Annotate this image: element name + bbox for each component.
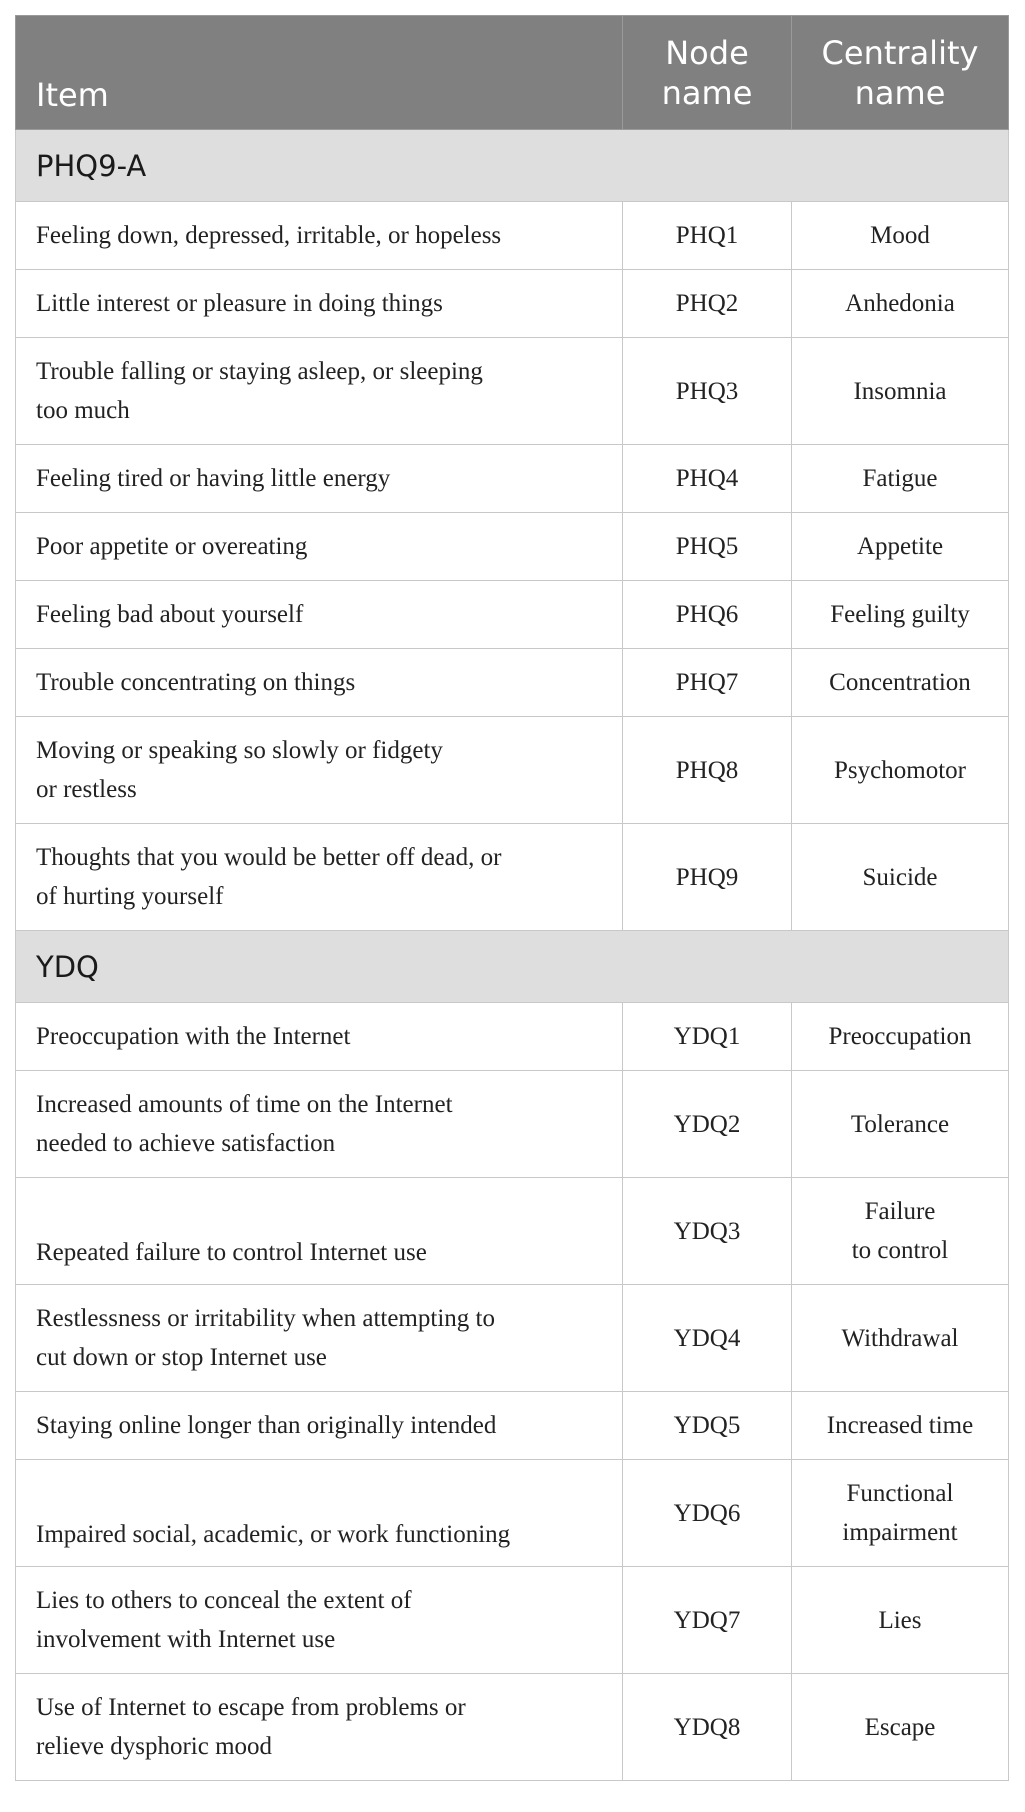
node-cell	[623, 1003, 792, 1071]
centrality-name: Feeling guilty	[830, 601, 970, 628]
item-text: of hurting yourself	[36, 883, 224, 910]
header-item-label: Item	[36, 76, 109, 114]
centrality-name: Escape	[864, 1713, 936, 1741]
item-text: Increased amounts of time on the Internet	[36, 1091, 453, 1118]
node-cell	[623, 270, 792, 338]
node-name: PHQ4	[675, 465, 739, 492]
table-row	[16, 1460, 1009, 1567]
item-text: Trouble concentrating on things	[36, 669, 356, 696]
item-text: cut down or stop Internet use	[36, 1344, 327, 1371]
header-centrality-name	[792, 16, 1009, 130]
node-cell	[623, 824, 792, 931]
table-header-row	[16, 16, 1009, 130]
item-cell	[16, 1567, 623, 1674]
node-name: PHQ8	[675, 756, 739, 784]
centrality-name: Fatigue	[862, 465, 938, 492]
centrality-name: Mood	[870, 222, 930, 249]
symptom-node-table	[15, 15, 1009, 1781]
centrality-cell	[792, 202, 1009, 270]
item-text: Feeling tired or having little energy	[36, 465, 391, 492]
table-row	[16, 824, 1009, 931]
item-text: Impaired social, academic, or work functioning	[36, 1521, 511, 1548]
node-cell	[623, 445, 792, 513]
node-name: YDQ4	[673, 1324, 741, 1352]
node-cell	[623, 1071, 792, 1178]
header-node-line: Node	[665, 33, 749, 72]
table-body	[16, 130, 1009, 1781]
section-title-cell	[16, 130, 1009, 202]
centrality-name: impairment	[842, 1519, 958, 1546]
table-row	[16, 202, 1009, 270]
item-text: Poor appetite or overeating	[36, 533, 308, 560]
node-name: PHQ7	[675, 669, 739, 696]
node-cell	[623, 1567, 792, 1674]
centrality-cell	[792, 1285, 1009, 1392]
item-cell	[16, 513, 623, 581]
centrality-cell	[792, 338, 1009, 445]
node-name: PHQ3	[675, 377, 739, 405]
table-row	[16, 717, 1009, 824]
centrality-cell	[792, 1071, 1009, 1178]
centrality-name: Tolerance	[850, 1110, 950, 1138]
table-row	[16, 1567, 1009, 1674]
item-cell	[16, 1178, 623, 1285]
centrality-cell	[792, 717, 1009, 824]
item-cell	[16, 1071, 623, 1178]
header-node-name	[623, 16, 792, 130]
table-row	[16, 513, 1009, 581]
node-cell	[623, 1178, 792, 1285]
centrality-cell	[792, 1460, 1009, 1567]
centrality-name: Functional	[846, 1480, 954, 1507]
node-cell	[623, 338, 792, 445]
node-cell	[623, 1285, 792, 1392]
node-name: PHQ6	[675, 601, 739, 628]
centrality-name: Psychomotor	[834, 756, 966, 784]
node-name: PHQ1	[675, 222, 739, 249]
header-node-line: name	[661, 73, 753, 112]
centrality-name: Appetite	[856, 533, 944, 560]
table-row	[16, 1392, 1009, 1460]
section-row	[16, 130, 1009, 202]
node-name: PHQ5	[675, 533, 739, 560]
centrality-name: Increased time	[826, 1412, 974, 1439]
node-cell	[623, 649, 792, 717]
section-row	[16, 931, 1009, 1003]
item-cell	[16, 824, 623, 931]
item-cell	[16, 1285, 623, 1392]
header-centrality-line: Centrality	[821, 33, 979, 72]
section-title: PHQ9-A	[36, 148, 147, 183]
item-text: relieve dysphoric mood	[36, 1733, 273, 1760]
table-row	[16, 649, 1009, 717]
centrality-name: Withdrawal	[841, 1324, 959, 1352]
centrality-name: Lies	[878, 1606, 922, 1634]
table-row	[16, 1285, 1009, 1392]
centrality-cell	[792, 581, 1009, 649]
header-item	[16, 16, 623, 130]
section-title-cell	[16, 931, 1009, 1003]
item-cell	[16, 445, 623, 513]
node-name: YDQ3	[673, 1217, 741, 1245]
item-text: Use of Internet to escape from problems or	[36, 1694, 466, 1721]
item-text: too much	[36, 397, 130, 424]
item-text: Repeated failure to control Internet use	[36, 1239, 427, 1266]
table-row	[16, 445, 1009, 513]
table-row	[16, 581, 1009, 649]
centrality-cell	[792, 1178, 1009, 1285]
node-name: YDQ2	[673, 1110, 741, 1138]
item-text: Feeling bad about yourself	[36, 601, 304, 628]
centrality-cell	[792, 270, 1009, 338]
node-name: YDQ5	[673, 1412, 741, 1439]
item-text: Trouble falling or staying asleep, or sleeping	[36, 358, 483, 385]
item-text: Staying online longer than originally intended	[36, 1412, 497, 1439]
node-cell	[623, 1392, 792, 1460]
item-text: Moving or speaking so slowly or fidgety	[36, 737, 443, 764]
centrality-name: Preoccupation	[828, 1023, 972, 1050]
table-row	[16, 1003, 1009, 1071]
table-row	[16, 270, 1009, 338]
table-row	[16, 1178, 1009, 1285]
centrality-cell	[792, 1003, 1009, 1071]
centrality-cell	[792, 1674, 1009, 1781]
node-cell	[623, 717, 792, 824]
centrality-name: Anhedonia	[845, 290, 955, 317]
centrality-cell	[792, 1567, 1009, 1674]
node-name: YDQ1	[673, 1023, 741, 1050]
item-cell	[16, 338, 623, 445]
centrality-name: Failure	[864, 1198, 936, 1225]
item-text: Preoccupation with the Internet	[36, 1023, 351, 1050]
node-name: YDQ6	[673, 1499, 741, 1527]
table-row	[16, 338, 1009, 445]
item-cell	[16, 202, 623, 270]
node-cell	[623, 1460, 792, 1567]
centrality-name: Suicide	[862, 863, 938, 891]
section-title: YDQ	[36, 949, 99, 984]
item-text: or restless	[36, 776, 137, 803]
item-cell	[16, 717, 623, 824]
item-text: needed to achieve satisfaction	[36, 1130, 336, 1157]
item-text: involvement with Internet use	[36, 1626, 336, 1653]
node-cell	[623, 513, 792, 581]
centrality-cell	[792, 649, 1009, 717]
item-cell	[16, 1392, 623, 1460]
node-name: PHQ9	[675, 863, 739, 891]
item-cell	[16, 1460, 623, 1567]
item-text: Little interest or pleasure in doing things	[36, 290, 443, 317]
node-name: PHQ2	[675, 290, 739, 317]
table-row	[16, 1071, 1009, 1178]
item-text: Feeling down, depressed, irritable, or hopeless	[36, 222, 502, 249]
item-cell	[16, 649, 623, 717]
item-cell	[16, 1003, 623, 1071]
header-centrality-line: name	[854, 73, 946, 112]
item-cell	[16, 270, 623, 338]
node-name: YDQ7	[673, 1606, 741, 1634]
centrality-cell	[792, 824, 1009, 931]
centrality-cell	[792, 445, 1009, 513]
item-text: Restlessness or irritability when attempting to	[36, 1305, 495, 1332]
node-cell	[623, 202, 792, 270]
item-cell	[16, 581, 623, 649]
node-name: YDQ8	[673, 1713, 741, 1741]
node-cell	[623, 1674, 792, 1781]
node-cell	[623, 581, 792, 649]
centrality-name: Insomnia	[853, 377, 947, 405]
item-cell	[16, 1674, 623, 1781]
item-text: Thoughts that you would be better off dead, or	[36, 844, 502, 871]
centrality-cell	[792, 513, 1009, 581]
centrality-name: to control	[851, 1237, 949, 1264]
item-text: Lies to others to conceal the extent of	[36, 1587, 412, 1614]
table-row	[16, 1674, 1009, 1781]
centrality-cell	[792, 1392, 1009, 1460]
centrality-name: Concentration	[829, 669, 971, 696]
